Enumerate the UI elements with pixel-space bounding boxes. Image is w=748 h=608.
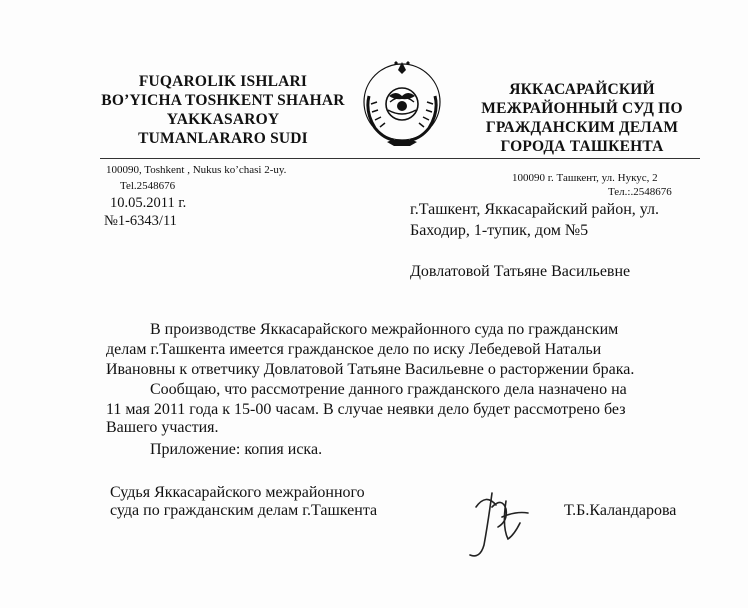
body-line: Ивановны к ответчику Довлатовой Татьяне Васильевне о расторжении брака. xyxy=(106,361,635,378)
judge-title-line: Судья Яккасарайского межрайонного xyxy=(110,484,365,501)
header-right-ru xyxy=(472,80,692,156)
left-phone: Tel.2548676 xyxy=(120,180,176,192)
left-address: 100090, Toshkent , Nukus ko’chasi 2-uy. xyxy=(106,164,287,176)
judge-name: Т.Б.Каландарова xyxy=(564,502,677,519)
recipient-address-line: г.Ташкент, Яккасарайский район, ул. xyxy=(410,201,660,218)
header-divider xyxy=(100,158,700,159)
header-right-line: ГОРОДА ТАШКЕНТА xyxy=(500,138,664,155)
header-left-line: FUQAROLIK ISHLARI xyxy=(138,73,308,90)
judge-title-line: суда по гражданским делам г.Ташкента xyxy=(110,502,378,519)
letter-date: 10.05.2011 г. xyxy=(110,195,187,211)
case-number: №1-6343/11 xyxy=(104,213,177,229)
header-right-line: ГРАЖДАНСКИМ ДЕЛАМ xyxy=(485,119,679,136)
body-line: В производстве Яккасарайского межрайонного суда по гражданским xyxy=(150,321,619,338)
body-line: Сообщаю, что рассмотрение данного гражданского дела назначено на xyxy=(150,381,627,398)
header-left-line: YAKKASAROY xyxy=(166,111,280,128)
body-line: 11 мая 2011 года к 15-00 часам. В случае неявки дело будет рассмотрено без xyxy=(106,401,626,418)
header-right-line: МЕЖРАЙОННЫЙ СУД ПО xyxy=(481,100,683,117)
header-right-line: ЯККАСАРАЙСКИЙ xyxy=(509,81,655,98)
attachment-line: Приложение: копия иска. xyxy=(150,441,323,458)
body-line: делам г.Ташкента имеется гражданское дело по иску Лебедевой Натальи xyxy=(106,341,602,358)
right-address: 100090 г. Ташкент, ул. Нукус, 2 xyxy=(512,172,658,184)
header-left-line: BO’YICHA TOSHKENT SHAHAR xyxy=(101,92,345,109)
right-phone: Тел.:.2548676 xyxy=(608,186,672,198)
body-line: Вашего участия. xyxy=(106,419,219,436)
signature-icon xyxy=(462,483,532,563)
recipient-address-line: Баходир, 1-тупик, дом №5 xyxy=(410,222,589,239)
header-left-line: TUMANLARARO SUDI xyxy=(138,130,308,147)
header-left-uz xyxy=(88,72,358,148)
recipient-name: Довлатовой Татьяне Васильевне xyxy=(410,263,631,280)
coat-of-arms-icon xyxy=(359,52,445,152)
